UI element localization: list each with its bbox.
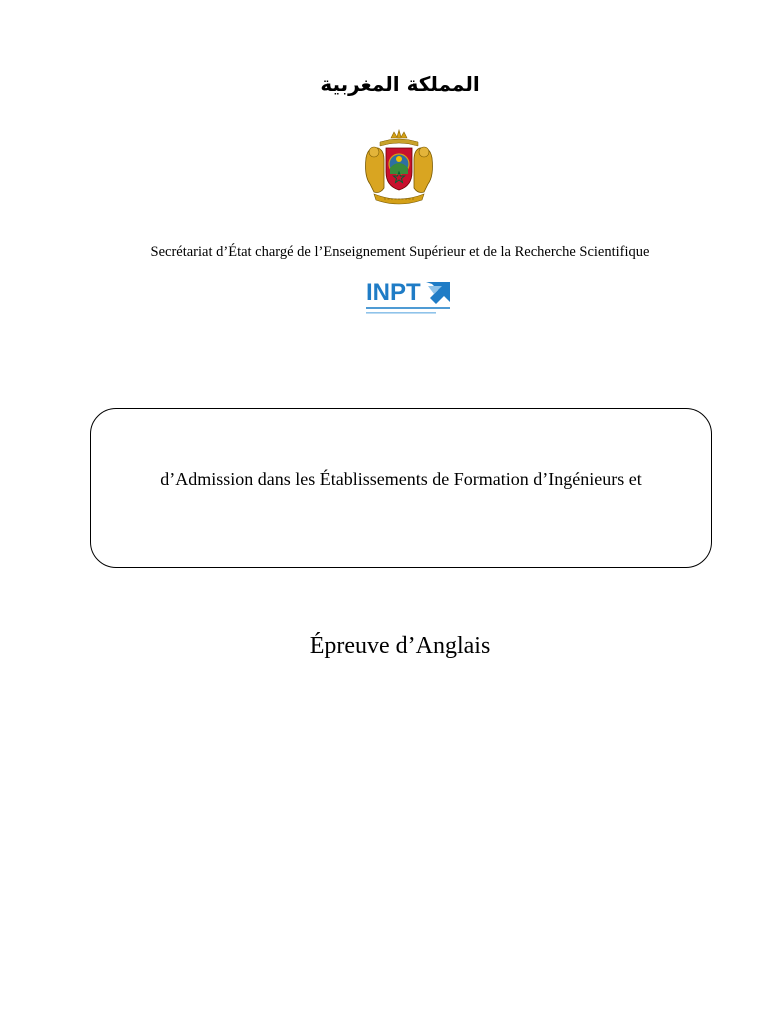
exam-box-text: d’Admission dans les Établissements de Formation d’Ingénieurs et (160, 469, 642, 489)
inpt-logo-icon (364, 276, 454, 320)
coat-of-arms-icon (360, 128, 438, 208)
ministry-line: Secrétariat d’État chargé de l’Enseignement Supérieur et de la Recherche Scientifique (150, 244, 650, 260)
inpt-logo-text: INPT (366, 279, 421, 306)
exam-title-box (90, 408, 712, 568)
arabic-title: المملكة المغربية (320, 72, 480, 96)
subject-title: Épreuve d’Anglais (309, 633, 491, 659)
